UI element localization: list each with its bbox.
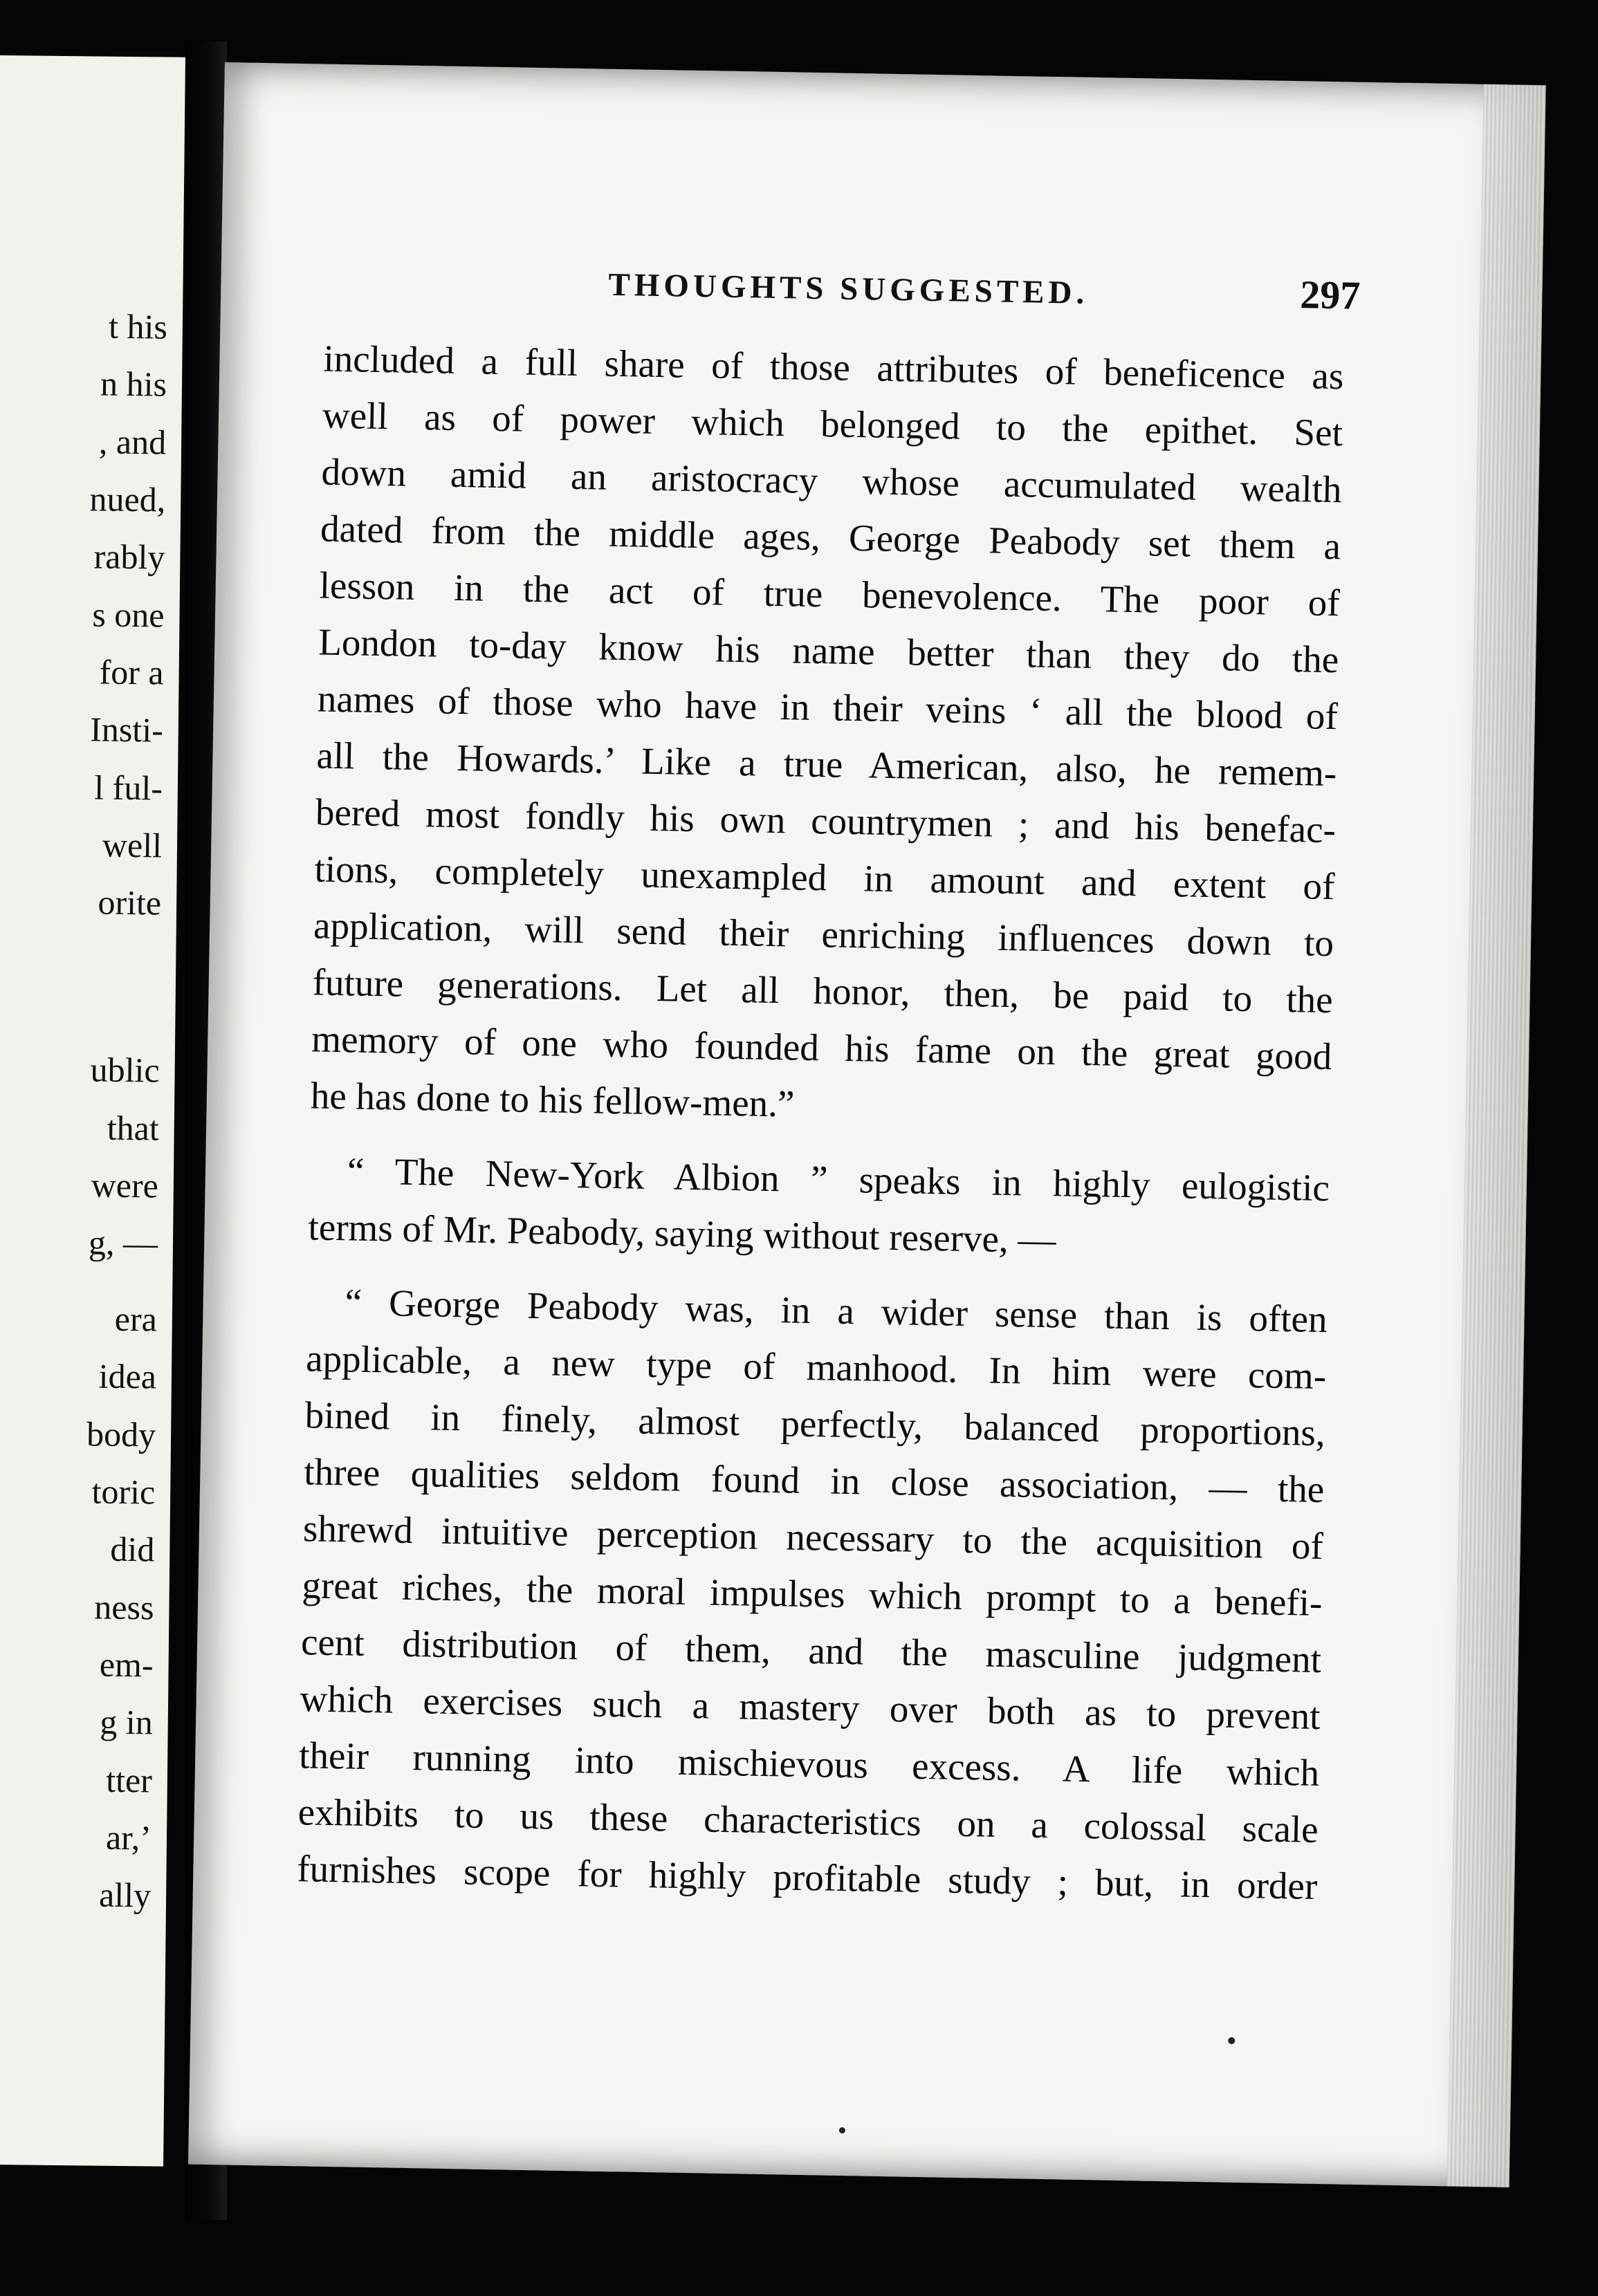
ink-speck	[1228, 2037, 1235, 2044]
book-page	[188, 62, 1546, 2187]
left-page-line: g in	[100, 1702, 154, 1742]
text-line: furnishes scope for highly profitable study ; but, in order	[296, 1847, 1318, 1907]
ink-speck	[839, 2127, 845, 2133]
left-page-line: ar,’	[105, 1817, 152, 1858]
text-line: application, will send their enriching influences down to	[313, 904, 1334, 965]
text-line: shrewd intuitive perception necessary to the acquisition of	[302, 1507, 1324, 1568]
text-line: tions, completely unexampled in amount and extent of	[314, 847, 1335, 908]
left-page-line: nued,	[89, 479, 166, 519]
left-page-line: rably	[93, 537, 165, 577]
text-line: included a full share of those attributes of beneficence as	[323, 337, 1344, 398]
text-line: all the Howards.’ Like a true American, also, he remem-	[316, 734, 1337, 795]
left-page-line: body	[86, 1414, 156, 1454]
left-page-line: ness	[94, 1587, 154, 1627]
text-line: cent distribution of them, and the masculine judgment	[300, 1620, 1322, 1681]
left-page-line: tter	[105, 1760, 153, 1800]
left-page-line: g, —	[88, 1223, 158, 1263]
text-line: well as of power which belonged to the epithet. Set	[322, 394, 1343, 454]
text-line: dated from the middle ages, George Peabody set them a	[320, 507, 1341, 568]
text-line: their running into mischievous excess. A life which	[298, 1734, 1320, 1794]
text-line: lesson in the act of true benevolence. The poor of	[319, 564, 1341, 624]
left-page-line: idea	[98, 1356, 157, 1396]
text-line: memory of one who founded his fame on the great good	[311, 1017, 1332, 1078]
left-page-line: that	[107, 1108, 160, 1148]
left-page-line: em-	[99, 1645, 154, 1685]
paragraph	[297, 1273, 1328, 1915]
text-line: exhibits to us these characteristics on a colossal scale	[297, 1790, 1319, 1851]
paragraph	[308, 1142, 1330, 1273]
left-page-line: were	[91, 1165, 159, 1205]
left-page-line: ublic	[90, 1050, 160, 1090]
left-page-line: l ful-	[94, 768, 163, 808]
left-page-line: ally	[98, 1875, 151, 1915]
text-line: names of those who have in their veins ‘ all the blood of	[317, 677, 1339, 738]
left-page-line: toric	[91, 1472, 156, 1512]
left-page-line: era	[114, 1299, 158, 1339]
left-page-line: , and	[98, 422, 167, 462]
left-page-line: n his	[100, 364, 167, 404]
text-line: future generations. Let all honor, then, be paid to the	[312, 961, 1334, 1021]
page-edge	[1447, 84, 1546, 2187]
text-line: bined in finely, almost perfectly, balanced proportions,	[304, 1394, 1326, 1454]
text-line: applicable, a new type of manhood. In him were com-	[305, 1337, 1327, 1398]
text-line: which exercises such a mastery over both as to prevent	[300, 1677, 1321, 1737]
previous-page-fragment	[0, 55, 185, 2167]
text-line: bered most fondly his own countrymen ; and his benefac-	[315, 790, 1337, 851]
left-page-line: Insti-	[89, 710, 164, 750]
left-page-line: s one	[92, 595, 165, 635]
left-page-line: for a	[99, 652, 164, 692]
body-text	[297, 331, 1344, 1915]
left-page-line: t his	[108, 306, 168, 346]
text-line: “ The New-York Albion ” speaks in highly eulogistic	[347, 1149, 1330, 1210]
text-line: three qualities seldom found in close association, — the	[303, 1450, 1325, 1511]
left-page-line: orite	[98, 882, 162, 923]
left-page-line: did	[110, 1529, 155, 1569]
text-line: he has done to his fellow-men.”	[310, 1074, 795, 1125]
text-line: great riches, the moral impulses which prompt to a benefi-	[302, 1564, 1323, 1624]
text-line: London to-day know his name better than they do the	[318, 620, 1339, 681]
left-page-line: well	[102, 825, 163, 865]
text-line: down amid an aristocracy whose accumulated wealth	[321, 450, 1342, 511]
running-head: THOUGHTS SUGGESTED.	[608, 266, 1089, 311]
text-line: “ George Peabody was, in a wider sense than is often	[345, 1281, 1328, 1341]
page-number: 297	[1299, 272, 1361, 318]
text-line: terms of Mr. Peabody, saying without reserve, —	[308, 1205, 1056, 1261]
paragraph	[310, 331, 1344, 1142]
